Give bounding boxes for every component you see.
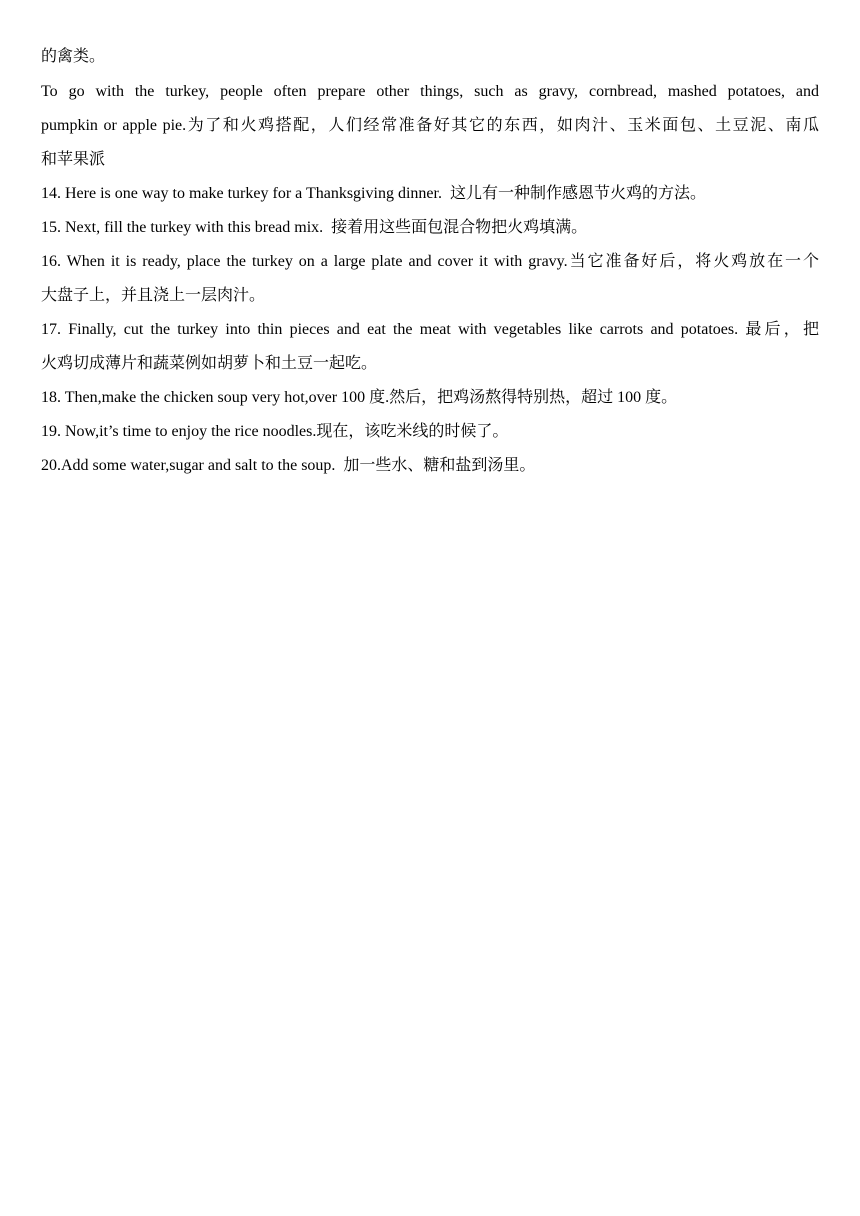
text-line-6: 15. Next, fill the turkey with this bread mix. 接着用这些面包混合物把火鸡填满。 (41, 219, 588, 236)
text-line-12: 19. Now,it’s time to enjoy the rice noodles.现在，该吃米线的时候了。 (41, 423, 509, 440)
text-line-7: 16. When it is ready, place the turkey on a large plate and cover it with gravy.当它准备好后，将火鸡放在一个 (41, 253, 819, 270)
text-line-11: 18. Then,make the chicken soup very hot,over 100 度.然后，把鸡汤熬得特别热，超过 100 度。 (41, 389, 678, 406)
text-line-5: 14. Here is one way to make turkey for a Thanksgiving dinner. 这儿有一种制作感恩节火鸡的方法。 (41, 185, 706, 202)
text-line-4: 和苹果派 (41, 151, 106, 168)
text-line-10: 火鸡切成薄片和蔬菜例如胡萝卜和土豆一起吃。 (41, 355, 378, 372)
text-line-9: 17. Finally, cut the turkey into thin pieces and eat the meat with vegetables like carrots and potatoes. 最后，把 (41, 321, 819, 338)
text-line-2: To go with the turkey, people often prepare other things, such as gravy, cornbread, mashed potatoes, and (41, 83, 819, 100)
text-line-8: 大盘子上，并且浇上一层肉汁。 (41, 287, 266, 304)
text-line-13: 20.Add some water,sugar and salt to the soup. 加一些水、糖和盐到汤里。 (41, 457, 536, 474)
text-line-3: pumpkin or apple pie.为了和火鸡搭配，人们经常准备好其它的东西，如肉汁、玉米面包、土豆泥、南瓜 (41, 117, 819, 134)
text-line-1: 的禽类。 (41, 48, 106, 65)
